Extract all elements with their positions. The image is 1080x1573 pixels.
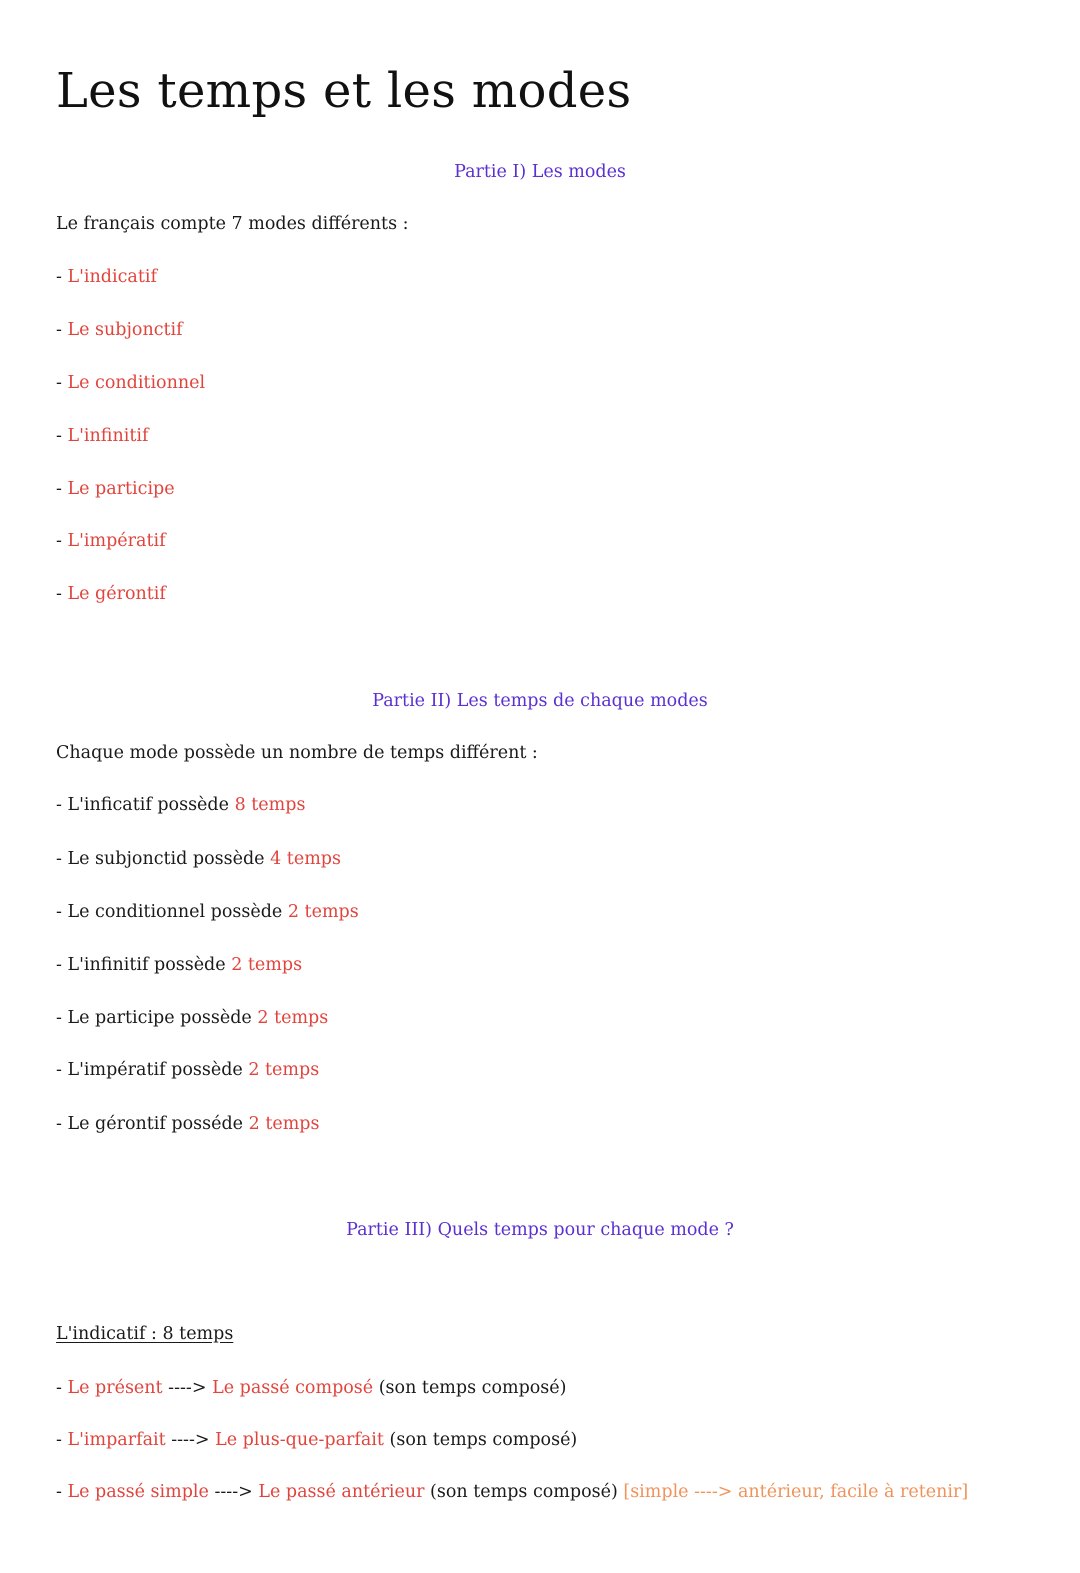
tense-count-item: - Le conditionnel possède 2 temps [56, 902, 359, 922]
memory-tip: [simple ----> antérieur, facile à retenir] [623, 1482, 969, 1502]
compound-tense: Le passé composé [212, 1378, 374, 1398]
tense-count-item: - L'inficatif possède 8 temps [56, 795, 306, 815]
tense-count-item: - L'impératif possède 2 temps [56, 1060, 320, 1080]
simple-tense: Le présent [67, 1378, 163, 1398]
tense-count-item: - L'infinitif possède 2 temps [56, 955, 303, 975]
arrow: ----> [171, 1430, 210, 1450]
tense-count-item: - Le subjonctid possède 4 temps [56, 849, 341, 869]
mode-label: Le gérontif [67, 584, 166, 604]
tense-pair-item: - Le présent ----> Le passé composé (son temps composé) [56, 1378, 567, 1398]
mode-label: L'indicatif [67, 267, 157, 287]
compound-tense: Le plus-que-parfait [215, 1430, 384, 1450]
tense-count-label: Le participe possède [67, 1008, 252, 1028]
tense-note: (son temps composé) [430, 1482, 618, 1502]
page-title: Les temps et les modes [56, 63, 632, 119]
mode-item: - L'indicatif [56, 267, 157, 287]
part1-intro: Le français compte 7 modes différents : [56, 214, 409, 234]
arrow: ----> [214, 1482, 253, 1502]
arrow: ----> [168, 1378, 207, 1398]
mode-item: - Le gérontif [56, 584, 166, 604]
mode-label: Le conditionnel [67, 373, 206, 393]
mode-label: Le participe [67, 479, 175, 499]
mode-item: - Le participe [56, 479, 175, 499]
part2-intro: Chaque mode possède un nombre de temps différent : [56, 743, 538, 763]
tense-count-value: 8 temps [234, 795, 306, 815]
tense-count-label: L'infinitif possède [67, 955, 226, 975]
tense-pair-item: - L'imparfait ----> Le plus-que-parfait (son temps composé) [56, 1430, 578, 1450]
tense-note: (son temps composé) [378, 1378, 567, 1398]
mode-item: - L'impératif [56, 531, 166, 551]
tense-count-item: - Le gérontif possédе 2 temps [56, 1114, 320, 1134]
mode-item: - Le conditionnel [56, 373, 206, 393]
mode-item: - Le subjonctif [56, 320, 183, 340]
section-heading-part2: Partie II) Les temps de chaque modes [372, 691, 708, 711]
tense-count-value: 2 temps [248, 1060, 320, 1080]
tense-count-label: L'inficatif possède [67, 795, 229, 815]
tense-count-value: 2 temps [248, 1114, 320, 1134]
mode-label: Le subjonctif [67, 320, 183, 340]
tense-count-item: - Le participe possède 2 temps [56, 1008, 329, 1028]
tense-count-label: Le gérontif possédе [67, 1114, 244, 1134]
tense-count-value: 4 temps [270, 849, 341, 869]
tense-count-value: 2 temps [257, 1008, 329, 1028]
tense-count-value: 2 temps [231, 955, 303, 975]
mode-label: L'impératif [67, 531, 166, 551]
tense-count-value: 2 temps [287, 902, 359, 922]
simple-tense: Le passé simple [67, 1482, 209, 1502]
section-heading-part3: Partie III) Quels temps pour chaque mode ? [346, 1220, 734, 1240]
indicatif-subheading: L'indicatif : 8 temps [56, 1324, 234, 1344]
compound-tense: Le passé antérieur [258, 1482, 425, 1502]
mode-item: - L'infinitif [56, 426, 149, 446]
section-heading-part1: Partie I) Les modes [454, 162, 626, 182]
tense-count-label: Le subjonctid possède [67, 849, 265, 869]
simple-tense: L'imparfait [67, 1430, 166, 1450]
mode-label: L'infinitif [67, 426, 149, 446]
tense-note: (son temps composé) [389, 1430, 578, 1450]
tense-pair-item: - Le passé simple ----> Le passé antérieur (son temps composé) [simple ----> antérieur, facile à retenir] [56, 1482, 969, 1502]
tense-count-label: L'impératif possède [67, 1060, 243, 1080]
tense-count-label: Le conditionnel possède [67, 902, 283, 922]
